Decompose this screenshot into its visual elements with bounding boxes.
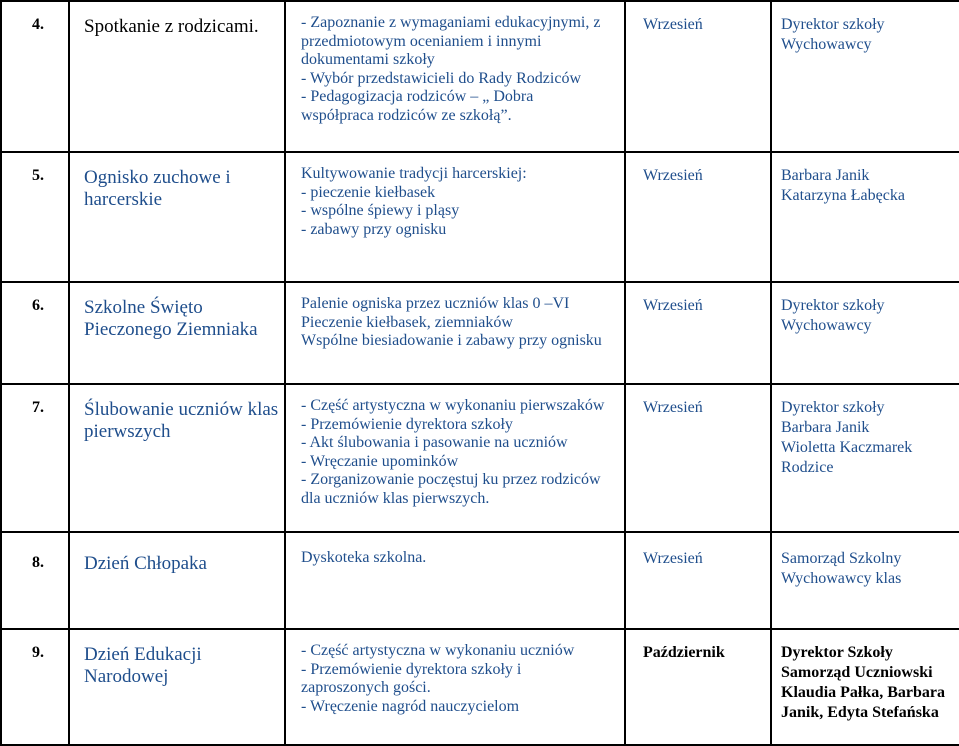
activity-line: - Przemówienie dyrektora szkoły [301, 415, 513, 433]
activity-line: Pieczenie kiełbasek, ziemniaków [301, 313, 513, 331]
responsible-person: Janik, Edyta Stefańska [781, 704, 939, 721]
activity-line: zaproszonych gości. [301, 679, 431, 697]
event-month: Wrzesień [625, 152, 771, 282]
responsible-person: Dyrektor szkoły [781, 399, 885, 416]
event-title: Szkolne Święto Pieczonego Ziemniaka [69, 282, 285, 384]
event-activities [285, 532, 625, 629]
activity-line: - wspólne śpiewy i pląsy [301, 202, 460, 220]
row-number: 7. [1, 384, 69, 532]
responsible-person: Klaudia Pałka, Barbara [781, 684, 946, 701]
row-number: 4. [1, 1, 69, 152]
responsible-person: Barbara Janik [781, 167, 870, 184]
event-title: Ognisko zuchowe i harcerskie [69, 152, 285, 282]
activity-line: - Pedagogizacja rodziców – „ Dobra [301, 88, 534, 106]
responsible-person: Dyrektor szkoły [781, 16, 885, 33]
event-activities [285, 384, 625, 532]
event-title: Spotkanie z rodzicami. [69, 1, 285, 152]
activity-line: Kultywowanie tradycji harcerskiej: [301, 165, 527, 182]
event-responsible [771, 629, 959, 745]
responsible-person: Rodzice [781, 459, 834, 476]
event-activities [285, 152, 625, 282]
table-row [1, 152, 959, 282]
event-month: Wrzesień [625, 532, 771, 629]
responsible-person: Barbara Janik [781, 419, 870, 436]
event-month: Wrzesień [625, 384, 771, 532]
activity-line: - Wybór przedstawicieli do Rady Rodziców [301, 69, 581, 87]
row-number: 6. [1, 282, 69, 384]
event-responsible [771, 532, 959, 629]
activity-line: przedmiotowym ocenianiem i innymi [301, 32, 542, 50]
event-title: Dzień Chłopaka [69, 532, 285, 629]
activity-line: dla uczniów klas pierwszych. [301, 489, 490, 507]
responsible-person: Wychowawcy [781, 317, 872, 334]
row-number: 5. [1, 152, 69, 282]
responsible-person: Dyrektor szkoły [781, 297, 885, 314]
activity-line: dokumentami szkoły [301, 51, 435, 69]
activity-line: - Wręczenie nagród nauczycielom [301, 697, 520, 715]
row-number: 8. [1, 532, 69, 629]
table-row [1, 629, 959, 745]
activity-line: - Zapoznanie z wymaganiami edukacyjnymi, z [301, 14, 601, 31]
row-number: 9. [1, 629, 69, 745]
event-responsible [771, 384, 959, 532]
activity-line: współpraca rodziców ze szkołą”. [301, 106, 512, 124]
table-row [1, 1, 959, 152]
activity-line: - Akt ślubowania i pasowanie na uczniów [301, 434, 568, 452]
responsible-person: Wychowawcy [781, 36, 872, 53]
activity-line: - Część artystyczna w wykonaniu uczniów [301, 642, 575, 659]
event-month: Wrzesień [625, 282, 771, 384]
event-title: Ślubowanie uczniów klas pierwszych [69, 384, 285, 532]
responsible-person: Wioletta Kaczmarek [781, 439, 913, 456]
responsible-person: Katarzyna Łabęcka [781, 187, 905, 204]
activity-line: - pieczenie kiełbasek [301, 183, 436, 201]
event-responsible [771, 152, 959, 282]
responsible-person: Samorząd Szkolny [781, 550, 902, 567]
activity-line: Dyskoteka szkolna. [301, 549, 427, 566]
responsible-person: Wychowawcy klas [781, 570, 902, 587]
event-activities [285, 1, 625, 152]
event-responsible [771, 282, 959, 384]
event-month: Październik [625, 629, 771, 745]
event-activities [285, 282, 625, 384]
activity-line: - zabawy przy ognisku [301, 220, 447, 238]
activity-line: - Przemówienie dyrektora szkoły i [301, 660, 522, 678]
activity-line: Palenie ogniska przez uczniów klas 0 –VI [301, 295, 570, 312]
table-row [1, 532, 959, 629]
table-row [1, 282, 959, 384]
activity-line: - Część artystyczna w wykonaniu pierwszaków [301, 397, 605, 414]
responsible-person: Dyrektor Szkoły [781, 644, 893, 661]
activity-line: - Wręczanie upominków [301, 452, 459, 470]
activity-line: Wspólne biesiadowanie i zabawy przy ognisku [301, 332, 602, 350]
event-title: Dzień Edukacji Narodowej [69, 629, 285, 745]
table-row [1, 384, 959, 532]
event-responsible [771, 1, 959, 152]
responsible-person: Samorząd Uczniowski [781, 664, 933, 681]
event-month: Wrzesień [625, 1, 771, 152]
event-activities [285, 629, 625, 745]
activity-line: - Zorganizowanie poczęstuj ku przez rodziców [301, 471, 601, 489]
